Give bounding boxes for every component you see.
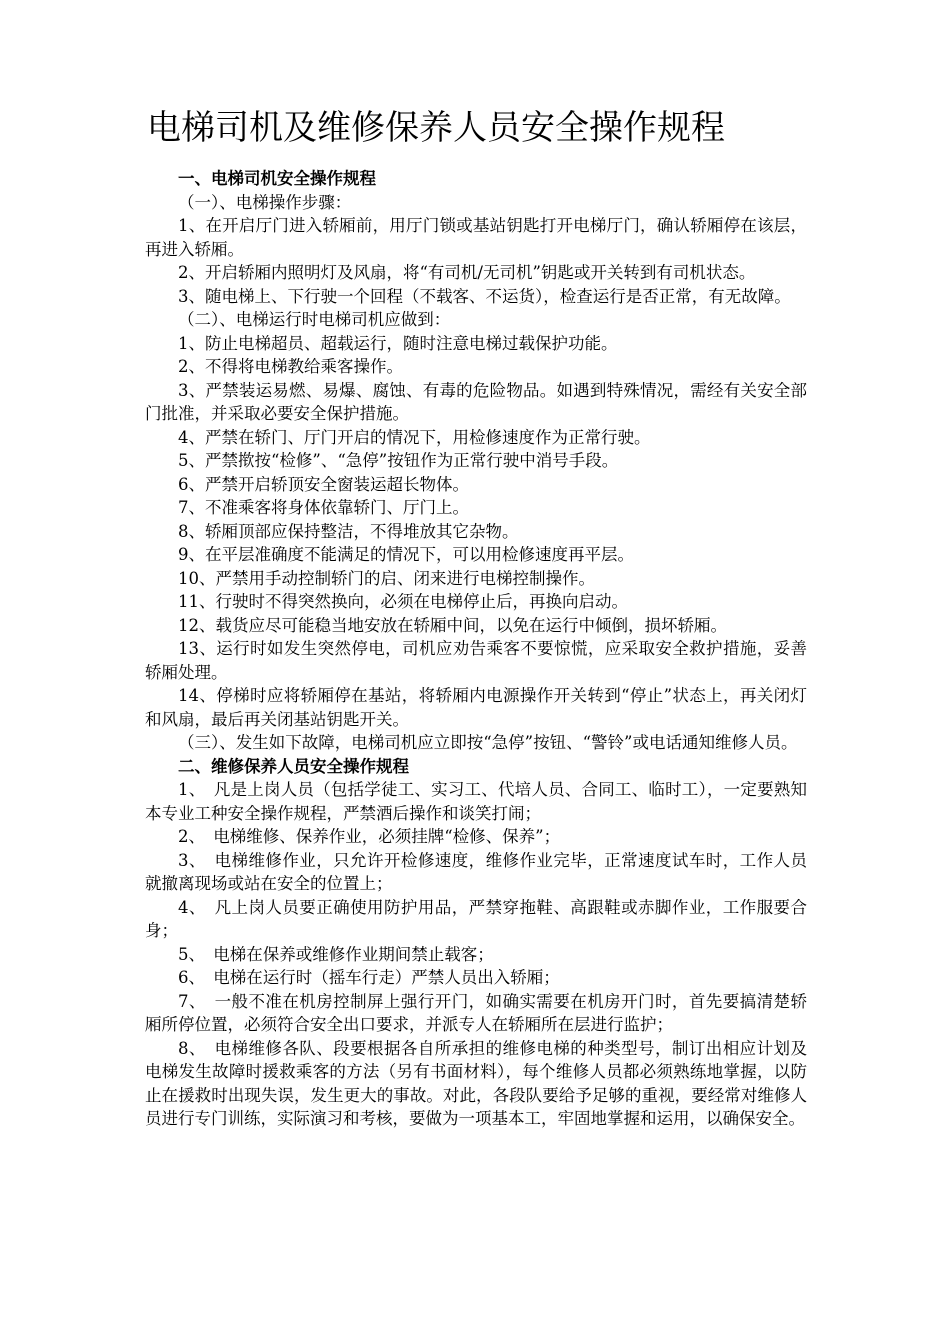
paragraph: 7、 一般不准在机房控制屏上强行开门，如确实需要在机房开门时，首先要搞清楚轿厢所停位置，必须符合安全出口要求，并派专人在轿厢所在层进行监护； [145,991,807,1034]
paragraph: 13、运行时如发生突然停电，司机应劝告乘客不要惊慌，应采取安全救护措施，妥善轿厢处理。 [145,639,807,682]
section-1-heading: 一、电梯司机安全操作规程 [178,169,376,188]
paragraph: 8、轿厢顶部应保持整洁，不得堆放其它杂物。 [178,521,519,541]
paragraph: 14、停梯时应将轿厢停在基站，将轿厢内电源操作开关转到“停止”状态上，再关闭灯和风扇，最后再关闭基站钥匙开关。 [145,686,807,729]
paragraph: 4、 凡上岗人员要正确使用防护用品，严禁穿拖鞋、高跟鞋或赤脚作业，工作服要合身； [145,897,807,940]
paragraph: 8、 电梯维修各队、段要根据各自所承担的维修电梯的种类型号，制订出相应计划及电梯发生故障时援救乘客的方法（另有书面材料），每个维修人员都必须熟练地掌握，以防止在援救时出现失误，发生更大的事故。对此，各段队要给予足够的重视，要经常对维修人员进行专门训练，实际演习和考核，要做为一项基本工，牢固地掌握和运用，以确保安全。 [145,1038,807,1128]
paragraph: 6、 电梯在运行时（摇车行走）严禁人员出入轿厢； [178,968,560,987]
paragraph: 1、 凡是上岗人员（包括学徒工、实习工、代培人员、合同工、临时工），一定要熟知本专业工种安全操作规程，严禁酒后操作和谈笑打闹； [145,780,807,823]
section-2-heading: 二、维修保养人员安全操作规程 [178,756,409,776]
subsection-2-heading: （二）、电梯运行时电梯司机应做到： [178,310,451,329]
paragraph: 4、严禁在轿门、厅门开启的情况下，用检修速度作为正常行驶。 [178,427,651,447]
paragraph: 1、防止电梯超员、超载运行，随时注意电梯过载保护功能。 [178,333,618,353]
paragraph: 5、 电梯在保养或维修作业期间禁止载客； [178,944,494,964]
subsection-3-paragraph: （三）、发生如下故障，电梯司机应立即按“急停”按钮、“警铃”或电话通知维修人员。 [178,733,798,752]
paragraph: 9、在平层准确度不能满足的情况下，可以用检修速度再平层。 [178,545,634,564]
page-title: 电梯司机及维修保养人员安全操作规程 [147,108,725,148]
paragraph: 12、载货应尽可能稳当地安放在轿厢中间，以免在运行中倾倒，损坏轿厢。 [178,615,727,635]
paragraph: 1、在开启厅门进入轿厢前，用厅门锁或基站钥匙打开电梯厅门，确认轿厢停在该层，再进入轿厢。 [145,216,807,259]
paragraph: 11、行驶时不得突然换向，必须在电梯停止后，再换向启动。 [178,592,628,611]
paragraph: 2、开启轿厢内照明灯及风扇，将“有司机/无司机”钥匙或开关转到有司机状态。 [178,263,756,282]
subsection-1-heading: （一）、电梯操作步骤： [178,192,352,212]
paragraph: 7、不准乘客将身体依靠轿门、厅门上。 [178,498,469,517]
paragraph: 10、严禁用手动控制轿门的启、闭来进行电梯控制操作。 [178,568,595,588]
paragraph: 5、严禁揿按“检修”、“急停”按钮作为正常行驶中消号手段。 [178,451,619,470]
paragraph: 6、严禁开启轿顶安全窗装运超长物体。 [178,474,469,494]
document-body [145,167,807,1131]
paragraph: 3、严禁装运易燃、易爆、腐蚀、有毒的危险物品。如遇到特殊情况，需经有关安全部门批准，并采取必要安全保护措施。 [145,380,807,423]
paragraph: 2、不得将电梯教给乘客操作。 [178,357,403,376]
paragraph: 3、 电梯维修作业，只允许开检修速度，维修作业完毕，正常速度试车时，工作人员就撤离现场或站在安全的位置上； [145,850,807,893]
paragraph: 2、 电梯维修、保养作业，必须挂牌“检修、保养”； [178,827,561,846]
paragraph: 3、随电梯上、下行驶一个回程（不载客、不运货），检查运行是否正常，有无故障。 [178,286,791,306]
